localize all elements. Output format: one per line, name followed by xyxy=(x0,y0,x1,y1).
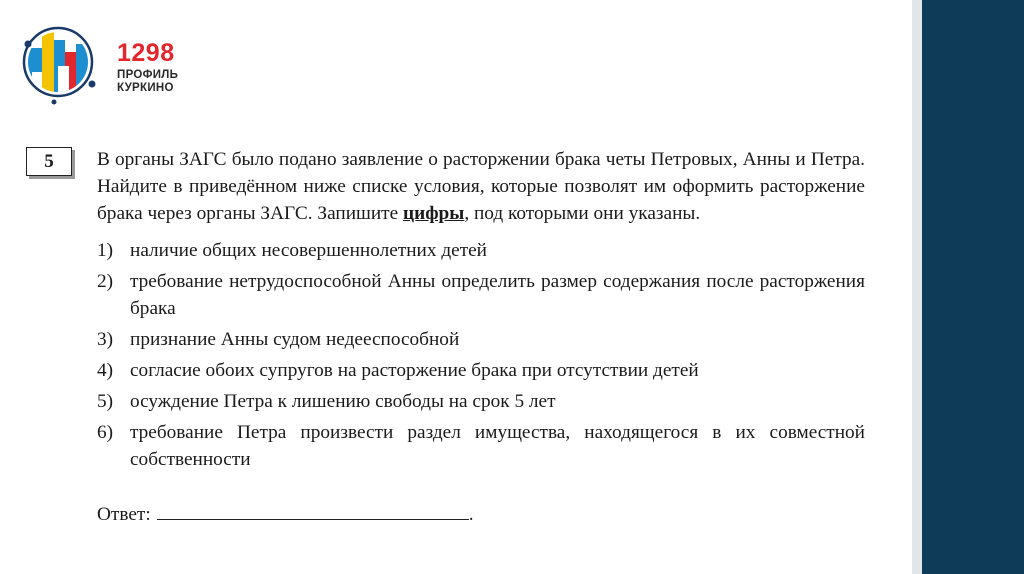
logo-text-line1: ПРОФИЛЬ xyxy=(117,69,179,81)
task-number-box: 5 xyxy=(26,147,72,176)
logo-number: 1298 xyxy=(117,39,175,67)
option-item: 1) наличие общих несовершеннолетних детей xyxy=(97,240,488,261)
answer-row xyxy=(97,501,865,528)
answer-label: Ответ: xyxy=(97,504,151,525)
emphasis-digits: цифры xyxy=(402,203,465,224)
task-content xyxy=(97,146,865,528)
school-logo xyxy=(18,18,188,108)
right-sidebar xyxy=(922,0,1024,574)
option-item: 4) согласие обоих супругов на расторжение брака при отсутствии детей xyxy=(97,360,699,381)
option-item: 2) требование нетрудоспособной Анны определить размер содержания после расторжения брака xyxy=(97,271,865,319)
logo-text-line2: КУРКИНО xyxy=(117,82,174,94)
task-question: В органы ЗАГС было подано заявление о расторжении брака четы Петровых, Анны и Петра. Найдите в приведённом ниже списке условия, которые позволят им оформить расторжение брака через органы ЗАГС. Запишите цифры, под которыми они указаны. xyxy=(97,149,865,224)
option-item: 3) признание Анны судом недееспособной xyxy=(97,329,460,350)
option-item: 5) осуждение Петра к лишению свободы на срок 5 лет xyxy=(97,391,556,412)
sidebar-divider xyxy=(912,0,922,574)
logo-emblem-icon xyxy=(18,18,108,108)
options-list xyxy=(97,237,865,473)
answer-field[interactable] xyxy=(157,501,469,520)
answer-period: . xyxy=(468,504,474,525)
option-item: 6) требование Петра произвести раздел имущества, находящегося в их совместной собственности xyxy=(97,422,865,470)
